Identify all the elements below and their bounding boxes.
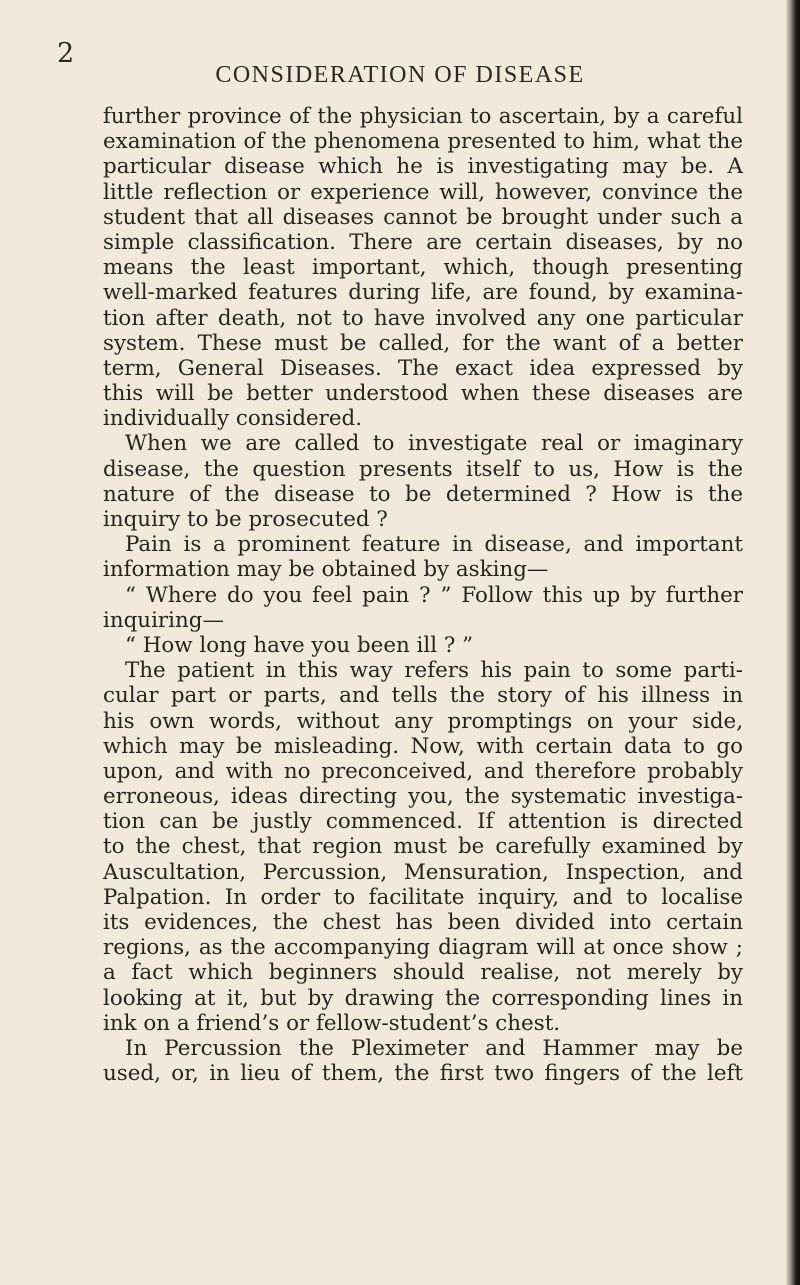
text-line: well-marked features during life, are found, by examina- <box>103 280 743 306</box>
page-edge-shadow <box>786 0 800 1285</box>
body-text <box>103 104 743 1086</box>
text-line: further province of the physician to ascertain, by a careful <box>103 104 743 129</box>
text-line: simple classification. There are certain diseases, by no <box>103 229 743 255</box>
text-line: little reflection or experience will, however, convince the <box>103 179 743 205</box>
text-line: information may be obtained by asking— <box>103 557 549 583</box>
text-line: The patient in this way refers his pain to some parti- <box>125 658 743 684</box>
text-line: looking at it, but by drawing the corresponding lines in <box>103 985 743 1011</box>
text-line: cular part or parts, and tells the story of his illness in <box>103 683 743 709</box>
text-line: disease, the question presents itself to us, How is the <box>103 456 743 482</box>
text-line: its evidences, the chest has been divided into certain <box>103 910 743 935</box>
text-line: Palpation. In order to facilitate inquiry, and to localise <box>103 884 743 910</box>
text-line: means the least important, which, though presenting <box>103 255 743 281</box>
text-line: his own words, without any promptings on your side, <box>103 708 743 734</box>
text-line: erroneous, ideas directing you, the systematic investiga- <box>103 784 743 810</box>
text-line: “ How long have you been ill ? ” <box>125 632 474 658</box>
text-line: inquiring— <box>103 607 224 633</box>
text-line: which may be misleading. Now, with certain data to go <box>103 733 743 759</box>
text-line: When we are called to investigate real or imaginary <box>125 431 743 457</box>
text-line: a fact which beginners should realise, not merely by <box>103 960 743 986</box>
text-line: Auscultation, Percussion, Mensuration, Inspection, and <box>103 859 743 885</box>
text-line: particular disease which he is investigating may be. A <box>103 154 743 180</box>
text-line: “ Where do you feel pain ? ” Follow this up by further <box>125 582 743 608</box>
text-line: upon, and with no preconceived, and therefore probably <box>103 758 743 784</box>
text-line: Pain is a prominent feature in disease, and important <box>125 532 743 558</box>
text-line: individually considered. <box>103 406 363 432</box>
text-line: inquiry to be prosecuted ? <box>103 507 388 532</box>
running-head: CONSIDERATION OF DISEASE <box>215 62 585 88</box>
text-line: to the chest, that region must be carefully examined by <box>103 834 743 860</box>
text-line: system. These must be called, for the want of a better <box>103 330 743 356</box>
text-line: term, General Diseases. The exact idea expressed by <box>103 355 743 381</box>
text-line: nature of the disease to be determined ? How is the <box>103 481 743 507</box>
text-line: examination of the phenomena presented to him, what the <box>103 129 743 155</box>
text-line: student that all diseases cannot be brought under such a <box>103 204 743 230</box>
text-line: this will be better understood when these diseases are <box>103 381 743 407</box>
text-line: In Percussion the Pleximeter and Hammer may be <box>125 1035 743 1061</box>
text-line: tion after death, not to have involved any one particular <box>103 305 743 331</box>
text-line: ink on a friend’s or fellow-student’s chest. <box>103 1010 561 1036</box>
text-line: tion can be justly commenced. If attention is directed <box>103 809 743 835</box>
page-number: 2 <box>57 38 75 69</box>
text-line: regions, as the accompanying diagram will at once show ; <box>103 935 743 961</box>
text-line: used, or, in lieu of them, the first two fingers of the left <box>103 1061 743 1087</box>
